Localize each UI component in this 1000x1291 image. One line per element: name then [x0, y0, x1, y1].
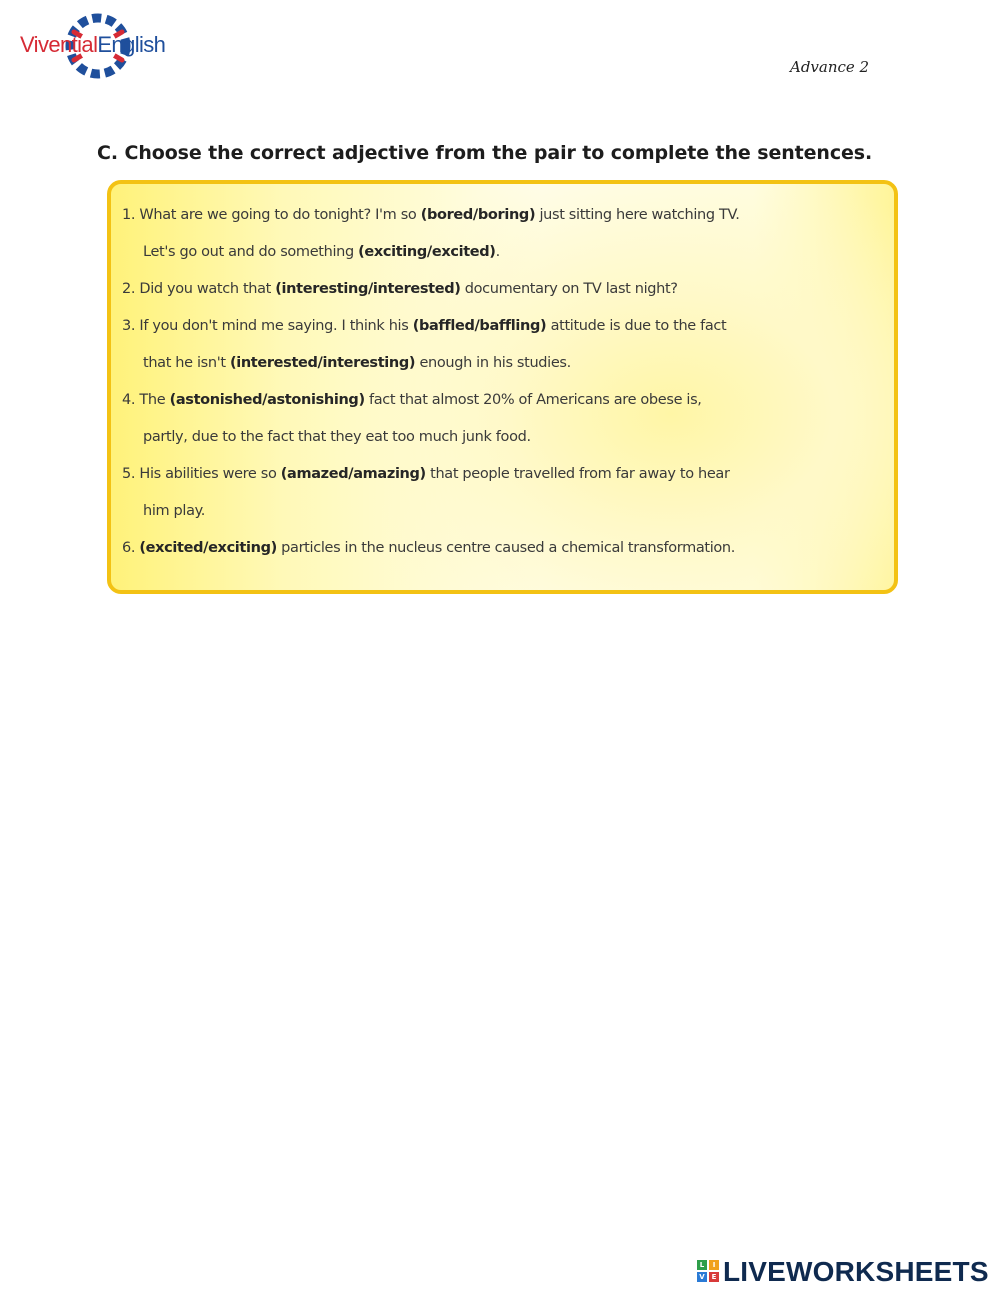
exercise-line: 2. Did you watch that (interesting/interested) documentary on TV last night? — [122, 281, 678, 297]
adjective-choice[interactable]: (amazed/amazing) — [280, 466, 426, 482]
logo-text: ViventialEnglish — [20, 32, 166, 57]
exercise-line: 5. His abilities were so (amazed/amazing) that people travelled from far away to hear — [122, 466, 730, 482]
adjective-choice[interactable]: (astonished/astonishing) — [169, 392, 365, 408]
adjective-choice[interactable]: (interesting/interested) — [275, 281, 461, 297]
liveworksheets-text: LIVEWORKSHEETS — [723, 1256, 989, 1287]
exercise-line: Let's go out and do something (exciting/excited). — [143, 244, 500, 260]
adjective-choice[interactable]: (bored/boring) — [420, 207, 536, 223]
exercise-box — [107, 180, 898, 594]
level-label: Advance 2 — [790, 58, 870, 76]
exercise-line: 1. What are we going to do tonight? I'm so (bored/boring) just sitting here watching TV. — [122, 207, 740, 223]
exercise-line: partly, due to the fact that they eat too much junk food. — [143, 429, 531, 445]
exercise-line: him play. — [143, 503, 206, 519]
exercise-line: 4. The (astonished/astonishing) fact that almost 20% of Americans are obese is, — [122, 392, 702, 408]
exercise-line: 3. If you don't mind me saying. I think his (baffled/baffling) attitude is due to the fact — [122, 318, 727, 334]
exercise-line: 6. (excited/exciting) particles in the nucleus centre caused a chemical transformation. — [122, 540, 736, 556]
liveworksheets-brand[interactable] — [697, 1255, 995, 1287]
exercise-line: that he isn't (interested/interesting) enough in his studies. — [143, 355, 571, 371]
liveworksheets-icon: L I V E — [697, 1260, 719, 1282]
adjective-choice[interactable]: (baffled/baffling) — [412, 318, 547, 334]
exercise-heading: C. Choose the correct adjective from the pair to complete the sentences. — [97, 142, 873, 164]
adjective-choice[interactable]: (excited/exciting) — [139, 540, 277, 556]
adjective-choice[interactable]: (interested/interesting) — [229, 355, 416, 371]
adjective-choice[interactable]: (exciting/excited) — [358, 244, 496, 260]
vivential-english-logo — [20, 10, 190, 82]
